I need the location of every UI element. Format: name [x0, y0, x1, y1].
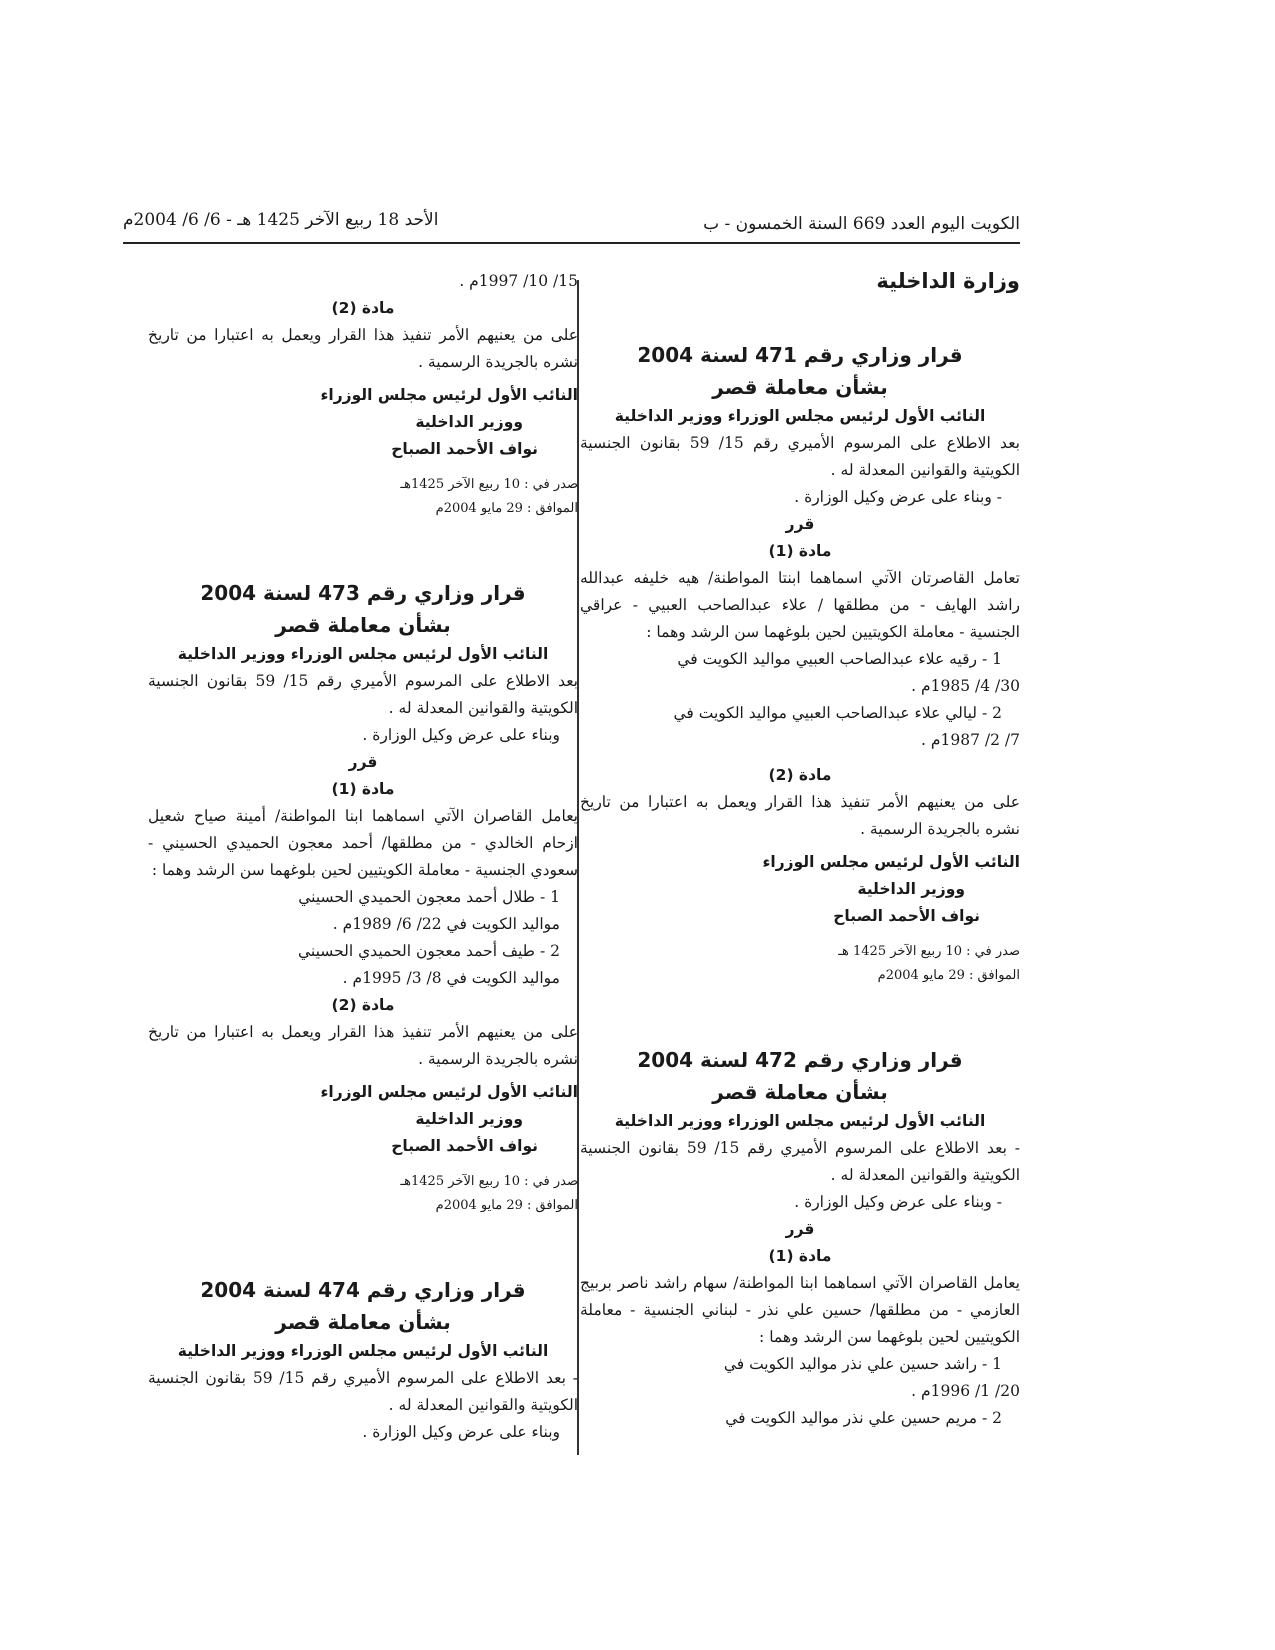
decree-subject: بشأن معاملة قصر [712, 1080, 888, 1104]
list-item: 1 - رقيه علاء عبدالصاحب العبيي مواليد الكويت في [677, 650, 1002, 668]
issued-hijri: صدر في : 10 ربيع الآخر 1425 هـ [838, 944, 1020, 959]
header-date: الأحد 18 ربيع الآخر 1425 هـ - 6/ 6/ 2004م [123, 210, 439, 230]
list-item: 2 - ليالي علاء عبدالصاحب العبيي مواليد الكويت في [673, 704, 1002, 722]
issued-date [148, 473, 578, 521]
article-heading: مادة (1) [768, 542, 832, 560]
article-text: على من يعنيهم الأمر تنفيذ هذا القرار ويعمل به اعتبارا من تاريخ نشره بالجريدة الرسمية . [148, 1023, 578, 1068]
decree-472 [580, 1044, 1020, 1432]
decree-subject: بشأن معاملة قصر [275, 1310, 451, 1334]
signature-name: نواف الأحمد الصباح [833, 907, 980, 925]
signature-title: النائب الأول لرئيس مجلس الوزراء [320, 1083, 578, 1101]
decree-authority: النائب الأول لرئيس مجلس الوزراء ووزير الداخلية [177, 645, 549, 663]
signature-title: النائب الأول لرئيس مجلس الوزراء [320, 386, 578, 404]
decree-subject: بشأن معاملة قصر [712, 375, 888, 399]
article-heading: مادة (1) [768, 1247, 832, 1265]
decree-authority: النائب الأول لرئيس مجلس الوزراء ووزير الداخلية [177, 1342, 549, 1360]
signature-name: نواف الأحمد الصباح [391, 440, 538, 458]
article-heading: مادة (2) [331, 299, 395, 317]
decree-471 [580, 339, 1020, 988]
signature-role: ووزير الداخلية [857, 880, 965, 898]
issued-hijri: صدر في : 10 ربيع الآخر 1425هـ [400, 1174, 578, 1189]
article-heading: مادة (2) [768, 766, 832, 784]
preamble: بعد الاطلاع على المرسوم الأميري رقم 15/ 59 بقانون الجنسية الكويتية والقوانين المعدلة له . [148, 672, 578, 717]
signature-name: نواف الأحمد الصباح [391, 1137, 538, 1155]
decided-label: قرر [348, 753, 378, 771]
article-heading: مادة (2) [331, 996, 395, 1014]
left-column [148, 268, 578, 1446]
signature-role: ووزير الداخلية [415, 413, 523, 431]
article-text: على من يعنيهم الأمر تنفيذ هذا القرار ويعمل به اعتبارا من تاريخ نشره بالجريدة الرسمية . [148, 326, 578, 371]
article-text: تعامل القاصرتان الآتي اسماهما ابنتا المواطنة/ هيه خليفه عبدالله راشد الهايف - من مطلقها / علاء عبدالصاحب العبيي - عراقي الجنسية - معاملة الكويتيين لحين بلوغهما سن الرشد وهما : [580, 569, 1020, 641]
decree-title: قرار وزاري رقم 474 لسنة 2004 [200, 1278, 526, 1302]
signature-block [148, 382, 578, 463]
article-text: على من يعنيهم الأمر تنفيذ هذا القرار ويعمل به اعتبارا من تاريخ نشره بالجريدة الرسمية . [580, 793, 1020, 838]
issued-gregorian: الموافق : 29 مايو 2004م [435, 501, 578, 516]
decree-474 [148, 1274, 578, 1446]
list-item: 2 - مريم حسين علي نذر مواليد الكويت في [725, 1409, 1002, 1427]
issued-date [148, 1170, 578, 1218]
ministry-title: وزارة الداخلية [876, 269, 1020, 293]
signature-block [580, 849, 1020, 930]
issued-date [580, 940, 1020, 988]
decree-authority: النائب الأول لرئيس مجلس الوزراء ووزير الداخلية [614, 1112, 986, 1130]
header-issue: الكويت اليوم العدد 669 السنة الخمسون - ب [703, 214, 1020, 234]
preamble: - بعد الاطلاع على المرسوم الأميري رقم 15/ 59 بقانون الجنسية الكويتية والقوانين المعدلة له . [580, 1139, 1020, 1184]
decree-title: قرار وزاري رقم 472 لسنة 2004 [637, 1048, 963, 1072]
decided-label: قرر [785, 1220, 815, 1238]
issued-gregorian: الموافق : 29 مايو 2004م [877, 968, 1020, 983]
list-item: 1 - راشد حسين علي نذر مواليد الكويت في [723, 1355, 1002, 1373]
list-item: 2 - طيف أحمد معجون الحميدي الحسيني [298, 942, 560, 960]
preamble: وبناء على عرض وكيل الوزارة . [362, 726, 560, 744]
decree-title: قرار وزاري رقم 471 لسنة 2004 [637, 343, 963, 367]
list-item: 30/ 4/ 1985م . [911, 677, 1020, 695]
preamble: - بعد الاطلاع على المرسوم الأميري رقم 15/ 59 بقانون الجنسية الكويتية والقوانين المعدلة له . [148, 1369, 578, 1414]
decree-title: قرار وزاري رقم 473 لسنة 2004 [200, 581, 526, 605]
signature-block [148, 1079, 578, 1160]
article-text: يعامل القاصران الآتي اسماهما ابنا المواطنة/ أمينة صياح شعيل ازحام الخالدي - من مطلقها/ أحمد معجون الحميدي الحسيني - سعودي الجنسية - معاملة الكويتيين لحين بلوغهما سن الرشد وهما : [148, 807, 578, 879]
issued-hijri: صدر في : 10 ربيع الآخر 1425هـ [400, 477, 578, 492]
list-item: 20/ 1/ 1996م . [911, 1382, 1020, 1400]
right-column [580, 268, 1020, 1488]
list-item: مواليد الكويت في 22/ 6/ 1989م . [332, 915, 560, 933]
preamble: - وبناء على عرض وكيل الوزارة . [794, 1193, 1002, 1211]
header-rule [123, 242, 1020, 244]
preamble: بعد الاطلاع على المرسوم الأميري رقم 15/ 59 بقانون الجنسية الكويتية والقوانين المعدلة له . [580, 434, 1020, 479]
signature-role: ووزير الداخلية [415, 1110, 523, 1128]
signature-title: النائب الأول لرئيس مجلس الوزراء [762, 853, 1020, 871]
decree-473 [148, 577, 578, 1218]
list-item: 7/ 2/ 1987م . [921, 731, 1020, 749]
issued-gregorian: الموافق : 29 مايو 2004م [435, 1198, 578, 1213]
decided-label: قرر [785, 515, 815, 533]
preamble: - وبناء على عرض وكيل الوزارة . [794, 488, 1002, 506]
list-item: 1 - طلال أحمد معجون الحميدي الحسيني [298, 888, 560, 906]
continued-date: 15/ 10/ 1997م . [459, 272, 578, 290]
list-item: مواليد الكويت في 8/ 3/ 1995م . [342, 969, 560, 987]
article-text: يعامل القاصران الآتي اسماهما ابنا المواطنة/ سهام راشد ناصر بربيج العازمي - من مطلقها/ حسين علي نذر - لبناني الجنسية - معاملة الكويتيين لحين بلوغهما سن الرشد وهما : [580, 1274, 1020, 1346]
article-heading: مادة (1) [331, 780, 395, 798]
decree-authority: النائب الأول لرئيس مجلس الوزراء ووزير الداخلية [614, 407, 986, 425]
decree-subject: بشأن معاملة قصر [275, 613, 451, 637]
preamble: وبناء على عرض وكيل الوزارة . [362, 1423, 560, 1441]
